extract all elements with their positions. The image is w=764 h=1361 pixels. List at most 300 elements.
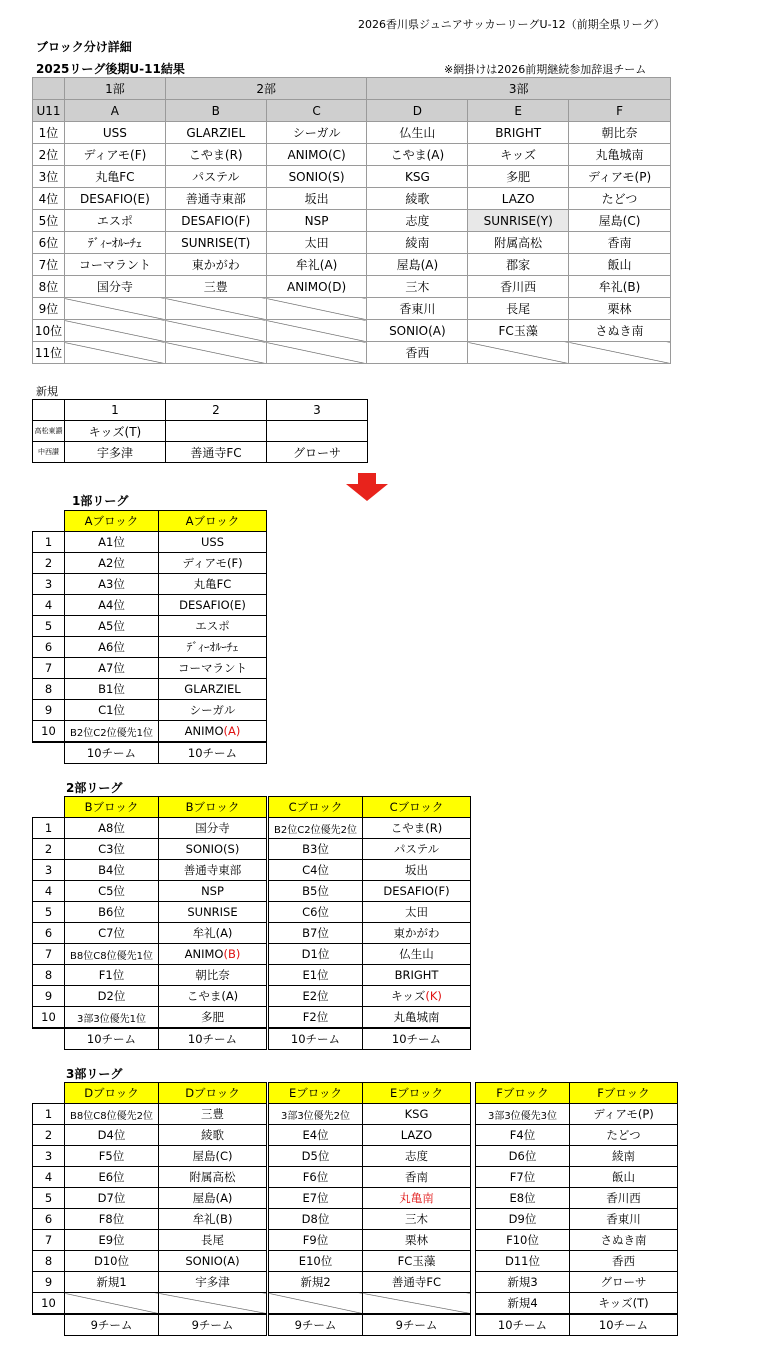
new-teams-table bbox=[32, 399, 368, 463]
league3-title: 3部リーグ bbox=[66, 1067, 123, 1081]
team-cell bbox=[363, 902, 471, 923]
down-arrow-icon bbox=[344, 473, 390, 503]
team-cell bbox=[159, 574, 267, 595]
league2-title: 2部リーグ bbox=[66, 781, 123, 795]
team-cell: キッズ(T) bbox=[65, 421, 166, 442]
seed-cell: B7位 bbox=[269, 923, 363, 944]
team-count: 9チーム bbox=[159, 1314, 267, 1336]
row-number: 5 bbox=[33, 1188, 65, 1209]
seed-cell: B8位C8位優先1位 bbox=[65, 944, 159, 965]
seed-cell: A8位 bbox=[65, 818, 159, 839]
team-count: 10チーム bbox=[65, 1028, 159, 1050]
team-name: ディアモ(F) bbox=[182, 556, 243, 570]
block-footer-row bbox=[269, 1028, 471, 1050]
team-cell: 屋島(A) bbox=[367, 254, 468, 276]
table-row bbox=[33, 721, 267, 743]
division-2-header: 2部 bbox=[165, 78, 367, 100]
team-cell: 志度 bbox=[367, 210, 468, 232]
empty-slash-cell bbox=[64, 342, 165, 364]
table-row bbox=[269, 1104, 471, 1125]
team-cell bbox=[363, 1188, 471, 1209]
table-row bbox=[269, 902, 471, 923]
seed-cell: B3位 bbox=[269, 839, 363, 860]
team-cell bbox=[570, 1167, 678, 1188]
block-table bbox=[32, 796, 267, 1050]
empty-slash-cell bbox=[165, 298, 266, 320]
empty-slash-cell bbox=[569, 342, 671, 364]
team-cell bbox=[159, 616, 267, 637]
team-cell bbox=[159, 1230, 267, 1251]
team-cell bbox=[570, 1146, 678, 1167]
empty-slash-cell bbox=[165, 342, 266, 364]
table-row bbox=[269, 881, 471, 902]
rank-cell: 6位 bbox=[33, 232, 65, 254]
seed-cell: D7位 bbox=[65, 1188, 159, 1209]
rank-cell: 2位 bbox=[33, 144, 65, 166]
table-row bbox=[269, 860, 471, 881]
table-row bbox=[476, 1167, 678, 1188]
team-cell bbox=[267, 421, 368, 442]
team-cell: 綾歌 bbox=[367, 188, 468, 210]
column-header-row bbox=[33, 100, 671, 122]
team-cell: 香東川 bbox=[367, 298, 468, 320]
team-cell: 東かがわ bbox=[165, 254, 266, 276]
team-cell: 香西 bbox=[367, 342, 468, 364]
team-name: こやま(A) bbox=[186, 989, 239, 1003]
team-name: 香川西 bbox=[606, 1191, 641, 1205]
results-title: 2025リーグ後期U-11結果 bbox=[36, 62, 185, 76]
table-row bbox=[269, 1230, 471, 1251]
seed-cell: 新規1 bbox=[65, 1272, 159, 1293]
team-cell bbox=[159, 1251, 267, 1272]
team-cell: BRIGHT bbox=[468, 122, 569, 144]
seed-cell: F6位 bbox=[269, 1167, 363, 1188]
seed-cell: F1位 bbox=[65, 965, 159, 986]
team-cell: SUNRISE(T) bbox=[165, 232, 266, 254]
table-row bbox=[269, 965, 471, 986]
team-cell: グローサ bbox=[267, 442, 368, 463]
seed-cell: A1位 bbox=[65, 532, 159, 553]
seed-cell: D5位 bbox=[269, 1146, 363, 1167]
row-number: 1 bbox=[33, 1104, 65, 1125]
team-name: 綾歌 bbox=[201, 1128, 224, 1142]
table-row bbox=[33, 1007, 267, 1029]
row-number: 1 bbox=[33, 818, 65, 839]
team-cell bbox=[570, 1104, 678, 1125]
team-name: 飯山 bbox=[612, 1170, 635, 1184]
table-row bbox=[33, 679, 267, 700]
column-header: C bbox=[266, 100, 367, 122]
block-c bbox=[268, 796, 471, 1050]
rank-cell: 1位 bbox=[33, 122, 65, 144]
team-count: 10チーム bbox=[159, 1028, 267, 1050]
rank-cell: 7位 bbox=[33, 254, 65, 276]
team-cell: 国分寺 bbox=[64, 276, 165, 298]
block-table bbox=[268, 796, 471, 1050]
team-cell: 牟礼(B) bbox=[569, 276, 671, 298]
table-row bbox=[269, 1251, 471, 1272]
table-row bbox=[33, 144, 671, 166]
row-number: 7 bbox=[33, 944, 65, 965]
block-d bbox=[32, 1082, 267, 1336]
table-row bbox=[33, 342, 671, 364]
row-number: 3 bbox=[33, 1146, 65, 1167]
seed-cell: A5位 bbox=[65, 616, 159, 637]
team-count: 9チーム bbox=[363, 1314, 471, 1336]
team-cell: 坂出 bbox=[266, 188, 367, 210]
rank-cell: 9位 bbox=[33, 298, 65, 320]
team-cell bbox=[159, 1272, 267, 1293]
table-row bbox=[269, 818, 471, 839]
team-name: 屋島(A) bbox=[192, 1191, 233, 1205]
seed-cell: 新規4 bbox=[476, 1293, 570, 1315]
team-cell: ディアモ(P) bbox=[569, 166, 671, 188]
empty-slash-cell bbox=[65, 1293, 159, 1315]
team-cell: こやま(A) bbox=[367, 144, 468, 166]
block-table bbox=[475, 1082, 678, 1336]
block-a bbox=[32, 510, 267, 764]
table-row bbox=[476, 1188, 678, 1209]
seed-cell: 新規3 bbox=[476, 1272, 570, 1293]
seed-cell: B5位 bbox=[269, 881, 363, 902]
team-cell bbox=[570, 1125, 678, 1146]
row-number: 3 bbox=[33, 574, 65, 595]
seed-cell: E2位 bbox=[269, 986, 363, 1007]
team-cell bbox=[159, 553, 267, 574]
table-row bbox=[33, 1272, 267, 1293]
team-cell: 仏生山 bbox=[367, 122, 468, 144]
team-name: 長尾 bbox=[201, 1233, 224, 1247]
block-footer-row bbox=[33, 1314, 267, 1336]
table-row bbox=[269, 923, 471, 944]
seed-cell: E9位 bbox=[65, 1230, 159, 1251]
team-name: コーマラント bbox=[178, 661, 247, 675]
table-row bbox=[33, 276, 671, 298]
seed-cell: A4位 bbox=[65, 595, 159, 616]
team-name: 香西 bbox=[612, 1254, 635, 1268]
seed-cell: D4位 bbox=[65, 1125, 159, 1146]
team-cell bbox=[363, 1209, 471, 1230]
table-row bbox=[476, 1230, 678, 1251]
team-suffix: (B) bbox=[223, 947, 241, 961]
results-table bbox=[32, 77, 671, 364]
row-number: 7 bbox=[33, 658, 65, 679]
table-row bbox=[33, 210, 671, 232]
table-row bbox=[33, 944, 267, 965]
empty-slash-cell bbox=[468, 342, 569, 364]
team-cell: ANIMO(C) bbox=[266, 144, 367, 166]
team-cell: 丸亀FC bbox=[64, 166, 165, 188]
table-row bbox=[476, 1251, 678, 1272]
row-number: 3 bbox=[33, 860, 65, 881]
team-name: BRIGHT bbox=[394, 968, 439, 982]
seed-cell: D1位 bbox=[269, 944, 363, 965]
block-table bbox=[268, 1082, 471, 1336]
team-cell bbox=[159, 1007, 267, 1029]
team-name: 香東川 bbox=[606, 1212, 641, 1226]
row-number: 10 bbox=[33, 1293, 65, 1315]
row-number: 6 bbox=[33, 637, 65, 658]
team-name: 丸亀南 bbox=[399, 1191, 434, 1205]
subtitle: ブロック分け詳細 bbox=[36, 40, 132, 54]
team-name: 三木 bbox=[405, 1212, 428, 1226]
region-cell: 高松東讃 bbox=[33, 421, 65, 442]
table-row bbox=[33, 658, 267, 679]
empty-slash-cell bbox=[159, 1293, 267, 1315]
team-cell bbox=[570, 1209, 678, 1230]
seed-cell: C4位 bbox=[269, 860, 363, 881]
seed-cell: E8位 bbox=[476, 1188, 570, 1209]
team-name: 附属高松 bbox=[189, 1170, 236, 1184]
row-number: 5 bbox=[33, 902, 65, 923]
team-name: 善通寺FC bbox=[391, 1275, 442, 1289]
table-row bbox=[476, 1146, 678, 1167]
seed-cell: A2位 bbox=[65, 553, 159, 574]
team-name: キッズ(T) bbox=[598, 1296, 649, 1310]
team-cell bbox=[363, 860, 471, 881]
empty-slash-cell bbox=[64, 298, 165, 320]
team-cell bbox=[570, 1251, 678, 1272]
column-header: B bbox=[165, 100, 266, 122]
team-name: 多肥 bbox=[201, 1010, 224, 1024]
rank-cell: 10位 bbox=[33, 320, 65, 342]
team-cell bbox=[159, 1104, 267, 1125]
row-number: 10 bbox=[33, 1007, 65, 1029]
rank-cell: 4位 bbox=[33, 188, 65, 210]
table-row bbox=[269, 1209, 471, 1230]
team-count: 9チーム bbox=[269, 1314, 363, 1336]
team-cell bbox=[159, 1188, 267, 1209]
seed-cell: C7位 bbox=[65, 923, 159, 944]
team-name: NSP bbox=[201, 884, 224, 898]
team-cell bbox=[363, 965, 471, 986]
team-cell bbox=[363, 839, 471, 860]
team-cell bbox=[570, 1230, 678, 1251]
column-header: E bbox=[468, 100, 569, 122]
row-number: 6 bbox=[33, 1209, 65, 1230]
seed-cell: E4位 bbox=[269, 1125, 363, 1146]
team-cell: 太田 bbox=[266, 232, 367, 254]
seed-cell: 3部3位優先3位 bbox=[476, 1104, 570, 1125]
empty-slash-cell bbox=[266, 320, 367, 342]
table-row bbox=[269, 1125, 471, 1146]
team-cell: GLARZIEL bbox=[165, 122, 266, 144]
seed-cell: F4位 bbox=[476, 1125, 570, 1146]
column-header: U11 bbox=[33, 100, 65, 122]
team-cell: パステル bbox=[165, 166, 266, 188]
team-cell bbox=[363, 881, 471, 902]
table-row bbox=[33, 700, 267, 721]
seed-cell: B1位 bbox=[65, 679, 159, 700]
team-count: 10チーム bbox=[269, 1028, 363, 1050]
team-cell: LAZO bbox=[468, 188, 569, 210]
new-teams-header-row bbox=[33, 400, 368, 421]
seed-cell: D10位 bbox=[65, 1251, 159, 1272]
team-cell bbox=[363, 1125, 471, 1146]
team-name: キッズ bbox=[391, 989, 426, 1003]
seed-cell: F8位 bbox=[65, 1209, 159, 1230]
empty-cell bbox=[33, 1083, 65, 1104]
block-table bbox=[32, 510, 267, 764]
seed-cell: D9位 bbox=[476, 1209, 570, 1230]
empty-cell bbox=[33, 400, 65, 421]
table-row bbox=[33, 298, 671, 320]
team-cell bbox=[159, 1125, 267, 1146]
team-name: 牟礼(A) bbox=[192, 926, 233, 940]
team-cell bbox=[363, 944, 471, 965]
block-header: Eブロック bbox=[269, 1083, 363, 1104]
seed-cell: F9位 bbox=[269, 1230, 363, 1251]
team-cell bbox=[363, 1230, 471, 1251]
team-cell: 郡家 bbox=[468, 254, 569, 276]
team-cell bbox=[363, 1146, 471, 1167]
team-cell: エスポ bbox=[64, 210, 165, 232]
block-header: Bブロック bbox=[65, 797, 159, 818]
table-row bbox=[33, 818, 267, 839]
table-row bbox=[33, 1167, 267, 1188]
seed-cell: E10位 bbox=[269, 1251, 363, 1272]
row-number: 9 bbox=[33, 986, 65, 1007]
table-row bbox=[269, 1146, 471, 1167]
table-row bbox=[476, 1125, 678, 1146]
empty-cell bbox=[33, 511, 65, 532]
block-header: Cブロック bbox=[363, 797, 471, 818]
team-name: ディアモ(P) bbox=[593, 1107, 654, 1121]
block-header: Dブロック bbox=[65, 1083, 159, 1104]
seed-cell: A3位 bbox=[65, 574, 159, 595]
team-cell bbox=[159, 532, 267, 553]
column-header: 3 bbox=[267, 400, 368, 421]
table-row bbox=[33, 254, 671, 276]
team-cell: 牟礼(A) bbox=[266, 254, 367, 276]
table-row bbox=[269, 1293, 471, 1315]
rank-cell: 5位 bbox=[33, 210, 65, 232]
seed-cell: B6位 bbox=[65, 902, 159, 923]
table-row bbox=[33, 1125, 267, 1146]
team-count: 10チーム bbox=[570, 1314, 678, 1336]
seed-cell: A6位 bbox=[65, 637, 159, 658]
team-cell: 屋島(C) bbox=[569, 210, 671, 232]
team-cell: 宇多津 bbox=[65, 442, 166, 463]
block-table bbox=[32, 1082, 267, 1336]
team-name: 三豊 bbox=[201, 1107, 224, 1121]
column-header: A bbox=[64, 100, 165, 122]
seed-cell: E1位 bbox=[269, 965, 363, 986]
table-row bbox=[269, 839, 471, 860]
table-row bbox=[33, 595, 267, 616]
team-name: 志度 bbox=[405, 1149, 428, 1163]
team-cell bbox=[159, 700, 267, 721]
team-cell: DESAFIO(E) bbox=[64, 188, 165, 210]
seed-cell: D6位 bbox=[476, 1146, 570, 1167]
table-row bbox=[476, 1209, 678, 1230]
table-row bbox=[269, 1188, 471, 1209]
team-name: 坂出 bbox=[405, 863, 428, 877]
table-row bbox=[33, 616, 267, 637]
team-cell: 三豊 bbox=[165, 276, 266, 298]
division-header-row bbox=[33, 78, 671, 100]
team-name: 栗林 bbox=[405, 1233, 428, 1247]
empty-slash-cell bbox=[269, 1293, 363, 1315]
table-row bbox=[33, 1251, 267, 1272]
table-row bbox=[269, 986, 471, 1007]
team-name: 香南 bbox=[405, 1170, 428, 1184]
team-cell: 善通寺東部 bbox=[165, 188, 266, 210]
team-name: 丸亀城南 bbox=[393, 1010, 440, 1024]
team-cell: SONIO(S) bbox=[266, 166, 367, 188]
team-cell bbox=[363, 923, 471, 944]
team-cell bbox=[363, 818, 471, 839]
table-row bbox=[33, 442, 368, 463]
team-cell: SUNRISE(Y) bbox=[468, 210, 569, 232]
team-cell bbox=[159, 860, 267, 881]
row-number: 2 bbox=[33, 1125, 65, 1146]
note: ※網掛けは2026前期継続参加辞退チーム bbox=[444, 63, 647, 76]
empty-cell bbox=[33, 797, 65, 818]
table-row bbox=[33, 637, 267, 658]
row-number: 6 bbox=[33, 923, 65, 944]
team-cell bbox=[159, 839, 267, 860]
table-row bbox=[33, 923, 267, 944]
division-1-header: 1部 bbox=[64, 78, 165, 100]
team-count: 10チーム bbox=[65, 742, 159, 764]
team-name: GLARZIEL bbox=[184, 682, 241, 696]
seed-cell: D11位 bbox=[476, 1251, 570, 1272]
team-name: こやま(R) bbox=[390, 821, 443, 835]
team-cell: ANIMO(D) bbox=[266, 276, 367, 298]
block-e bbox=[268, 1082, 471, 1336]
seed-cell: 新規2 bbox=[269, 1272, 363, 1293]
team-cell: 香南 bbox=[569, 232, 671, 254]
team-cell: ﾃﾞｨｰｵﾙｰﾁｪ bbox=[64, 232, 165, 254]
team-cell: 三木 bbox=[367, 276, 468, 298]
seed-cell: 3部3位優先1位 bbox=[65, 1007, 159, 1029]
block-header-row bbox=[269, 1083, 471, 1104]
team-cell bbox=[159, 1146, 267, 1167]
team-cell: コーマラント bbox=[64, 254, 165, 276]
team-name: SONIO(S) bbox=[185, 842, 240, 856]
team-cell: 附属高松 bbox=[468, 232, 569, 254]
team-cell bbox=[159, 1209, 267, 1230]
block-header: Aブロック bbox=[159, 511, 267, 532]
team-cell: シーガル bbox=[266, 122, 367, 144]
team-cell bbox=[159, 679, 267, 700]
empty-slash-cell bbox=[64, 320, 165, 342]
team-cell bbox=[570, 1272, 678, 1293]
table-row bbox=[33, 860, 267, 881]
block-footer-row bbox=[476, 1314, 678, 1336]
team-name: たどつ bbox=[606, 1128, 641, 1142]
row-number: 2 bbox=[33, 553, 65, 574]
table-row bbox=[33, 1104, 267, 1125]
seed-cell: F2位 bbox=[269, 1007, 363, 1029]
seed-cell: D2位 bbox=[65, 986, 159, 1007]
division-3-header: 3部 bbox=[367, 78, 671, 100]
row-number: 2 bbox=[33, 839, 65, 860]
block-footer-row bbox=[33, 1028, 267, 1050]
block-header: Bブロック bbox=[159, 797, 267, 818]
empty-slash-cell bbox=[165, 320, 266, 342]
block-header: Dブロック bbox=[159, 1083, 267, 1104]
team-cell: 多肥 bbox=[468, 166, 569, 188]
seed-cell: B2位C2位優先1位 bbox=[65, 721, 159, 743]
block-header-row bbox=[269, 797, 471, 818]
seed-cell: A7位 bbox=[65, 658, 159, 679]
row-number: 7 bbox=[33, 1230, 65, 1251]
row-number: 8 bbox=[33, 965, 65, 986]
table-row bbox=[269, 1167, 471, 1188]
seed-cell: C6位 bbox=[269, 902, 363, 923]
